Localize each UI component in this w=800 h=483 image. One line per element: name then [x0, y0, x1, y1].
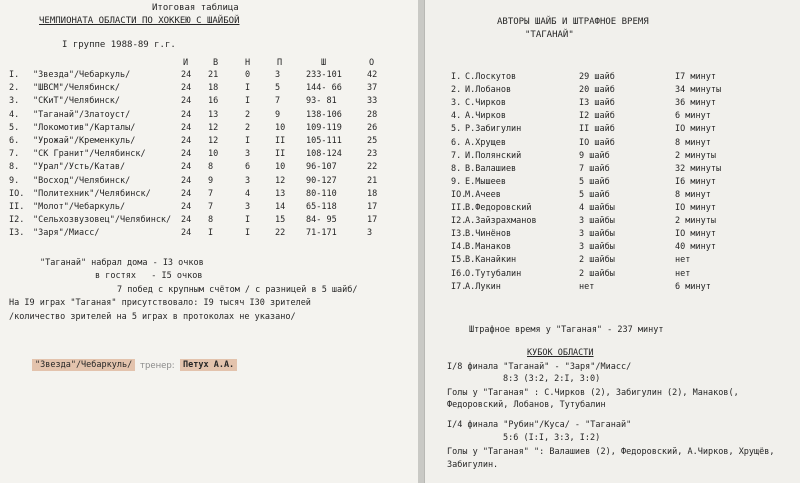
- scorer-cell-n: I6.: [451, 268, 467, 279]
- scorer-cell-pim: I6 минут: [675, 176, 716, 187]
- col-games: И: [183, 58, 189, 68]
- standings-cell-team: "Молот"/Чебаркуль/: [33, 202, 126, 212]
- standings-cell-g: 24: [181, 96, 192, 107]
- scorer-cell-goals: 4 шайбы: [579, 203, 615, 213]
- standings-cell-pts: 23: [367, 149, 378, 160]
- scorer-cell-pim: нет: [675, 268, 691, 279]
- penalty-total: Штрафное время у "Таганая" - 237 минут: [469, 325, 664, 335]
- standings-cell-g: 24: [181, 109, 192, 120]
- scorer-row: [425, 98, 800, 109]
- standings-row: [0, 149, 418, 160]
- scorer-cell-name: В.Федоровский: [465, 203, 532, 213]
- scorer-cell-n: I4.: [451, 242, 467, 253]
- standings-cell-g: 24: [181, 70, 192, 80]
- standings-cell-d: I: [245, 228, 251, 239]
- scorer-cell-name: А.Зайзрахманов: [465, 216, 537, 227]
- col-wins: В: [213, 58, 219, 68]
- standings-row: [0, 136, 418, 147]
- standings-cell-g: 24: [181, 215, 192, 226]
- standings-cell-pos: 5.: [9, 122, 20, 133]
- standings-cell-d: 3: [245, 149, 251, 160]
- scorer-cell-pim: IO минут: [675, 203, 716, 213]
- standings-cell-team: "Заря"/Миасс/: [33, 228, 100, 239]
- standings-cell-pos: 9.: [9, 175, 20, 186]
- scorer-cell-goals: 3 шайбы: [579, 216, 615, 227]
- standings-cell-l: 3: [275, 70, 281, 80]
- standings-cell-d: 2: [245, 109, 251, 120]
- scorer-cell-goals: I2 шайб: [579, 111, 615, 122]
- standings-row: [0, 228, 418, 239]
- scorer-row: [425, 242, 800, 253]
- standings-cell-pts: 18: [367, 188, 378, 199]
- scorer-cell-pim: 32 минуты: [675, 163, 722, 174]
- standings-row: [0, 70, 418, 81]
- standings-cell-l: II: [275, 149, 286, 160]
- standings-cell-d: 2: [245, 122, 251, 133]
- right-page: [424, 0, 800, 483]
- scorer-row: [425, 282, 800, 293]
- scorer-cell-goals: 5 шайб: [579, 176, 610, 187]
- away-points: в гостях - I5 очков: [95, 271, 203, 281]
- scorer-cell-goals: 3 шайбы: [579, 242, 615, 253]
- scorer-cell-goals: 5 шайб: [579, 189, 610, 200]
- standings-cell-pts: 33: [367, 96, 378, 107]
- scorer-row: [425, 269, 800, 280]
- standings-cell-g: 24: [181, 228, 192, 239]
- standings-row: [0, 189, 418, 200]
- standings-cell-w: 9: [208, 175, 214, 186]
- cup-game-2: I/4 финала "Рубин"/Куса/ - "Таганай": [447, 420, 632, 430]
- standings-cell-l: 12: [275, 175, 286, 186]
- standings-cell-pts: 28: [367, 109, 378, 120]
- standings-cell-pts: 3: [367, 228, 373, 239]
- standings-cell-g: 24: [181, 162, 192, 173]
- scorer-row: [425, 190, 800, 201]
- scorer-cell-pim: 8 минут: [675, 137, 711, 148]
- standings-cell-goals: 138-106: [306, 109, 342, 120]
- standings-cell-w: 16: [208, 96, 219, 107]
- scorer-cell-name: А.Хрущев: [465, 137, 506, 148]
- standings-cell-l: 22: [275, 228, 286, 239]
- coach-label: тренер:: [140, 361, 175, 371]
- scorer-cell-name: С.Чирков: [465, 98, 506, 109]
- standings-cell-w: 18: [208, 83, 219, 94]
- standings-cell-w: 8: [208, 162, 214, 173]
- champion-team: [32, 360, 135, 370]
- standings-row: [0, 215, 418, 226]
- col-goals: Ш: [321, 58, 327, 68]
- scorer-cell-name: В.Манаков: [465, 242, 512, 253]
- standings-cell-pos: I3.: [9, 228, 25, 239]
- cup-game-2-score: 5:6 (I:I, 3:3, I:2): [503, 433, 601, 443]
- coach-name-box: [180, 360, 237, 370]
- standings-cell-pos: 4.: [9, 109, 20, 120]
- standings-cell-w: 21: [208, 70, 219, 80]
- standings-cell-d: 3: [245, 175, 251, 186]
- standings-cell-team: "Звезда"/Чебаркуль/: [33, 70, 131, 80]
- scorer-cell-n: II.: [451, 203, 467, 213]
- scorer-cell-goals: 9 шайб: [579, 150, 610, 161]
- standings-cell-l: 10: [275, 162, 286, 173]
- scorer-cell-n: I7.: [451, 281, 467, 292]
- standings-cell-team: "Урожай"/Кременкуль/: [33, 136, 136, 146]
- standings-row: [0, 96, 418, 107]
- standings-cell-team: "Сельхозвузовец"/Челябинск/: [33, 215, 172, 226]
- scorer-row: [425, 85, 800, 96]
- scorer-cell-name: А.Чирков: [465, 111, 506, 122]
- scorer-cell-goals: 2 шайбы: [579, 255, 615, 266]
- scorer-cell-n: IO.: [451, 189, 467, 200]
- scorer-cell-goals: 7 шайб: [579, 163, 610, 174]
- cup-game-1-score: 8:3 (3:2, 2:I, 3:0): [503, 374, 601, 384]
- scorer-cell-name: В.Валашиев: [465, 163, 517, 174]
- standings-cell-l: 14: [275, 202, 286, 212]
- scorer-cell-name: И.Лобанов: [465, 85, 512, 96]
- scorer-cell-pim: 2 минуты: [675, 150, 716, 161]
- scorer-cell-n: 6.: [451, 137, 462, 148]
- standings-cell-pos: 8.: [9, 162, 20, 173]
- coach-name: Петух А.А.: [180, 359, 237, 371]
- scorers-title-2: "ТАГАНАЙ": [525, 30, 574, 40]
- standings-cell-l: 15: [275, 215, 286, 226]
- standings-cell-w: I: [208, 228, 214, 239]
- cup-game-1: I/8 финала "Таганай" - "Заря"/Миасс/: [447, 362, 632, 372]
- standings-cell-pts: 42: [367, 70, 378, 80]
- standings-cell-g: 24: [181, 83, 192, 94]
- standings-cell-pos: 6.: [9, 136, 20, 146]
- scorer-cell-goals: IO шайб: [579, 137, 615, 148]
- scorer-cell-goals: 20 шайб: [579, 85, 615, 96]
- standings-cell-goals: 109-119: [306, 122, 342, 133]
- standings-cell-goals: 71-171: [306, 228, 337, 239]
- standings-cell-g: 24: [181, 136, 192, 146]
- standings-cell-pos: IO.: [9, 188, 25, 199]
- standings-cell-d: I: [245, 215, 251, 226]
- standings-title-2: ЧЕМПИОНАТА ОБЛАСТИ ПО ХОККЕЮ С ШАЙБОЙ: [39, 16, 240, 26]
- scorer-cell-pim: нет: [675, 255, 691, 266]
- standings-cell-g: 24: [181, 175, 192, 186]
- standings-cell-goals: 105-111: [306, 136, 342, 146]
- standings-cell-team: "Политехник"/Челябинск/: [33, 188, 151, 199]
- scorer-cell-pim: I7 минут: [675, 72, 716, 82]
- scorer-row: [425, 203, 800, 214]
- scorer-cell-goals: 3 шайбы: [579, 229, 615, 240]
- scorer-row: [425, 164, 800, 175]
- standings-cell-pts: 25: [367, 136, 378, 146]
- scorer-cell-n: I.: [451, 72, 462, 82]
- col-points: О: [369, 58, 375, 68]
- scorer-row: [425, 124, 800, 135]
- scorer-cell-pim: 34 минуты: [675, 85, 722, 96]
- standings-cell-goals: 84- 95: [306, 215, 337, 226]
- standings-cell-w: 13: [208, 109, 219, 120]
- scorer-cell-pim: IO минут: [675, 124, 716, 135]
- standings-cell-team: "СК Гранит"/Челябинск/: [33, 149, 146, 160]
- cup-title: КУБОК ОБЛАСТИ: [527, 348, 594, 358]
- standings-cell-pos: 2.: [9, 83, 20, 94]
- standings-cell-team: "ШВСМ"/Челябинск/: [33, 83, 120, 94]
- standings-row: [0, 110, 418, 121]
- scorer-cell-pim: 40 минут: [675, 242, 716, 253]
- standings-title-3: I группе 1988-89 г.г.: [62, 40, 176, 50]
- standings-cell-l: 13: [275, 188, 286, 199]
- standings-row: [0, 123, 418, 134]
- standings-cell-g: 24: [181, 188, 192, 199]
- standings-cell-pos: II.: [9, 202, 25, 212]
- standings-title-1: Итоговая таблица: [152, 3, 239, 13]
- scorer-row: [425, 151, 800, 162]
- cup-game-1-goals-1: Голы у "Таганая" : С.Чирков (2), Забигулин (2), Манаков(,: [447, 388, 739, 398]
- scorer-cell-goals: II шайб: [579, 124, 615, 135]
- scorer-cell-n: I5.: [451, 255, 467, 266]
- standings-cell-pos: 7.: [9, 149, 20, 160]
- scorer-cell-n: 9.: [451, 176, 462, 187]
- standings-cell-d: I: [245, 136, 251, 146]
- standings-cell-team: "Локомотив"/Карталы/: [33, 122, 136, 133]
- standings-cell-pts: 17: [367, 215, 378, 226]
- standings-cell-d: I: [245, 96, 251, 107]
- standings-cell-g: 24: [181, 122, 192, 133]
- scorer-row: [425, 72, 800, 83]
- standings-cell-pos: 3.: [9, 96, 20, 107]
- standings-cell-w: 12: [208, 122, 219, 133]
- standings-cell-pts: 17: [367, 202, 378, 212]
- standings-cell-d: I: [245, 83, 251, 94]
- scorer-cell-pim: 8 минут: [675, 189, 711, 200]
- scorer-cell-n: 2.: [451, 85, 462, 96]
- standings-cell-goals: 80-110: [306, 188, 337, 199]
- scorer-cell-name: А.Лукин: [465, 281, 501, 292]
- standings-row: [0, 162, 418, 173]
- cup-game-2-goals-1: Голы у "Таганая" ": Валашиев (2), Федоровский, А.Чирков, Хрущёв,: [447, 447, 775, 457]
- standings-cell-goals: 144- 66: [306, 83, 342, 94]
- scorer-cell-pim: 6 минут: [675, 281, 711, 292]
- scorer-cell-n: 8.: [451, 163, 462, 174]
- standings-cell-pos: I2.: [9, 215, 25, 226]
- standings-row: [0, 202, 418, 213]
- standings-cell-l: 10: [275, 122, 286, 133]
- standings-cell-team: "Таганай"/Златоуст/: [33, 109, 131, 120]
- scorer-cell-name: Е.Мышеев: [465, 176, 506, 187]
- scorer-cell-goals: I3 шайб: [579, 98, 615, 109]
- scorer-cell-n: I2.: [451, 216, 467, 227]
- scorer-cell-name: В.Канайкин: [465, 255, 517, 266]
- cup-game-1-goals-2: Федоровский, Лобанов, Тутубалин: [447, 400, 606, 410]
- standings-cell-l: 5: [275, 83, 281, 94]
- scorer-cell-pim: 36 минут: [675, 98, 716, 109]
- standings-cell-team: "Восход"/Челябинск/: [33, 175, 131, 186]
- standings-cell-g: 24: [181, 149, 192, 160]
- scorer-cell-name: М.Ачеев: [465, 189, 501, 200]
- standings-cell-w: 7: [208, 188, 214, 199]
- cup-game-2-goals-2: Забигулин.: [447, 460, 499, 470]
- scorer-cell-pim: IO минут: [675, 229, 716, 240]
- standings-cell-goals: 65-118: [306, 202, 337, 212]
- standings-cell-w: 10: [208, 149, 219, 160]
- standings-cell-g: 24: [181, 202, 192, 212]
- scorer-cell-n: 7.: [451, 150, 462, 161]
- col-losses: П: [277, 58, 283, 68]
- standings-cell-pts: 37: [367, 83, 378, 94]
- scorer-row: [425, 138, 800, 149]
- standings-cell-d: 0: [245, 70, 251, 80]
- standings-cell-d: 6: [245, 162, 251, 173]
- standings-cell-pts: 26: [367, 122, 378, 133]
- standings-cell-pts: 22: [367, 162, 378, 173]
- standings-cell-team: "Урал"/Усть/Катав/: [33, 162, 126, 173]
- standings-cell-d: 3: [245, 202, 251, 212]
- scorer-row: [425, 216, 800, 227]
- standings-cell-pos: I.: [9, 70, 20, 80]
- scorer-cell-n: 4.: [451, 111, 462, 122]
- attendance-line-2: /количество зрителей на 5 играх в протоколах не указано/: [9, 312, 296, 322]
- standings-cell-l: II: [275, 136, 286, 146]
- scorer-cell-goals: нет: [579, 281, 595, 292]
- standings-cell-goals: 93- 81: [306, 96, 337, 107]
- scorer-cell-name: Р.Забигулин: [465, 124, 522, 135]
- standings-cell-goals: 108-124: [306, 149, 342, 160]
- standings-cell-w: 8: [208, 215, 214, 226]
- scorer-cell-name: И.Полянский: [465, 150, 522, 161]
- scorer-cell-goals: 2 шайбы: [579, 268, 615, 279]
- scorer-row: [425, 229, 800, 240]
- standings-cell-d: 4: [245, 188, 251, 199]
- standings-cell-goals: 233-101: [306, 70, 342, 80]
- scorer-cell-pim: 2 минуты: [675, 216, 716, 227]
- scorer-cell-goals: 29 шайб: [579, 72, 615, 82]
- standings-cell-l: 7: [275, 96, 281, 107]
- col-draws: Н: [245, 58, 251, 68]
- standings-header-row: [0, 58, 418, 69]
- scorer-row: [425, 177, 800, 188]
- scorer-cell-name: В.Чинёнов: [465, 229, 512, 240]
- scorer-row: [425, 255, 800, 266]
- standings-cell-pts: 21: [367, 175, 378, 186]
- scorer-row: [425, 111, 800, 122]
- standings-cell-w: 7: [208, 202, 214, 212]
- standings-cell-goals: 96-107: [306, 162, 337, 173]
- home-points: "Таганай" набрал дома - I3 очков: [40, 258, 204, 268]
- standings-cell-goals: 90-127: [306, 175, 337, 186]
- scorer-cell-n: 3.: [451, 98, 462, 109]
- attendance-line-1: На I9 играх "Таганая" присутствовало: I9 тысяч I30 зрителей: [9, 298, 311, 308]
- scorer-cell-name: О.Тутубалин: [465, 268, 522, 279]
- standings-cell-team: "СКиТ"/Челябинск/: [33, 96, 120, 107]
- standings-row: [0, 176, 418, 187]
- standings-cell-l: 9: [275, 109, 281, 120]
- standings-cell-w: 12: [208, 136, 219, 146]
- scorer-cell-n: 5.: [451, 124, 462, 135]
- big-wins-note: 7 побед с крупным счётом / с разницей в 5 шайб/: [117, 285, 358, 295]
- standings-row: [0, 83, 418, 94]
- scorer-cell-pim: 6 минут: [675, 111, 711, 122]
- scorers-title-1: АВТОРЫ ШАЙБ И ШТРАФНОЕ ВРЕМЯ: [497, 17, 649, 27]
- scorer-cell-name: С.Лоскутов: [465, 72, 517, 82]
- scorer-cell-n: I3.: [451, 229, 467, 240]
- champion-team-label: "Звезда"/Чебаркуль/: [32, 359, 135, 371]
